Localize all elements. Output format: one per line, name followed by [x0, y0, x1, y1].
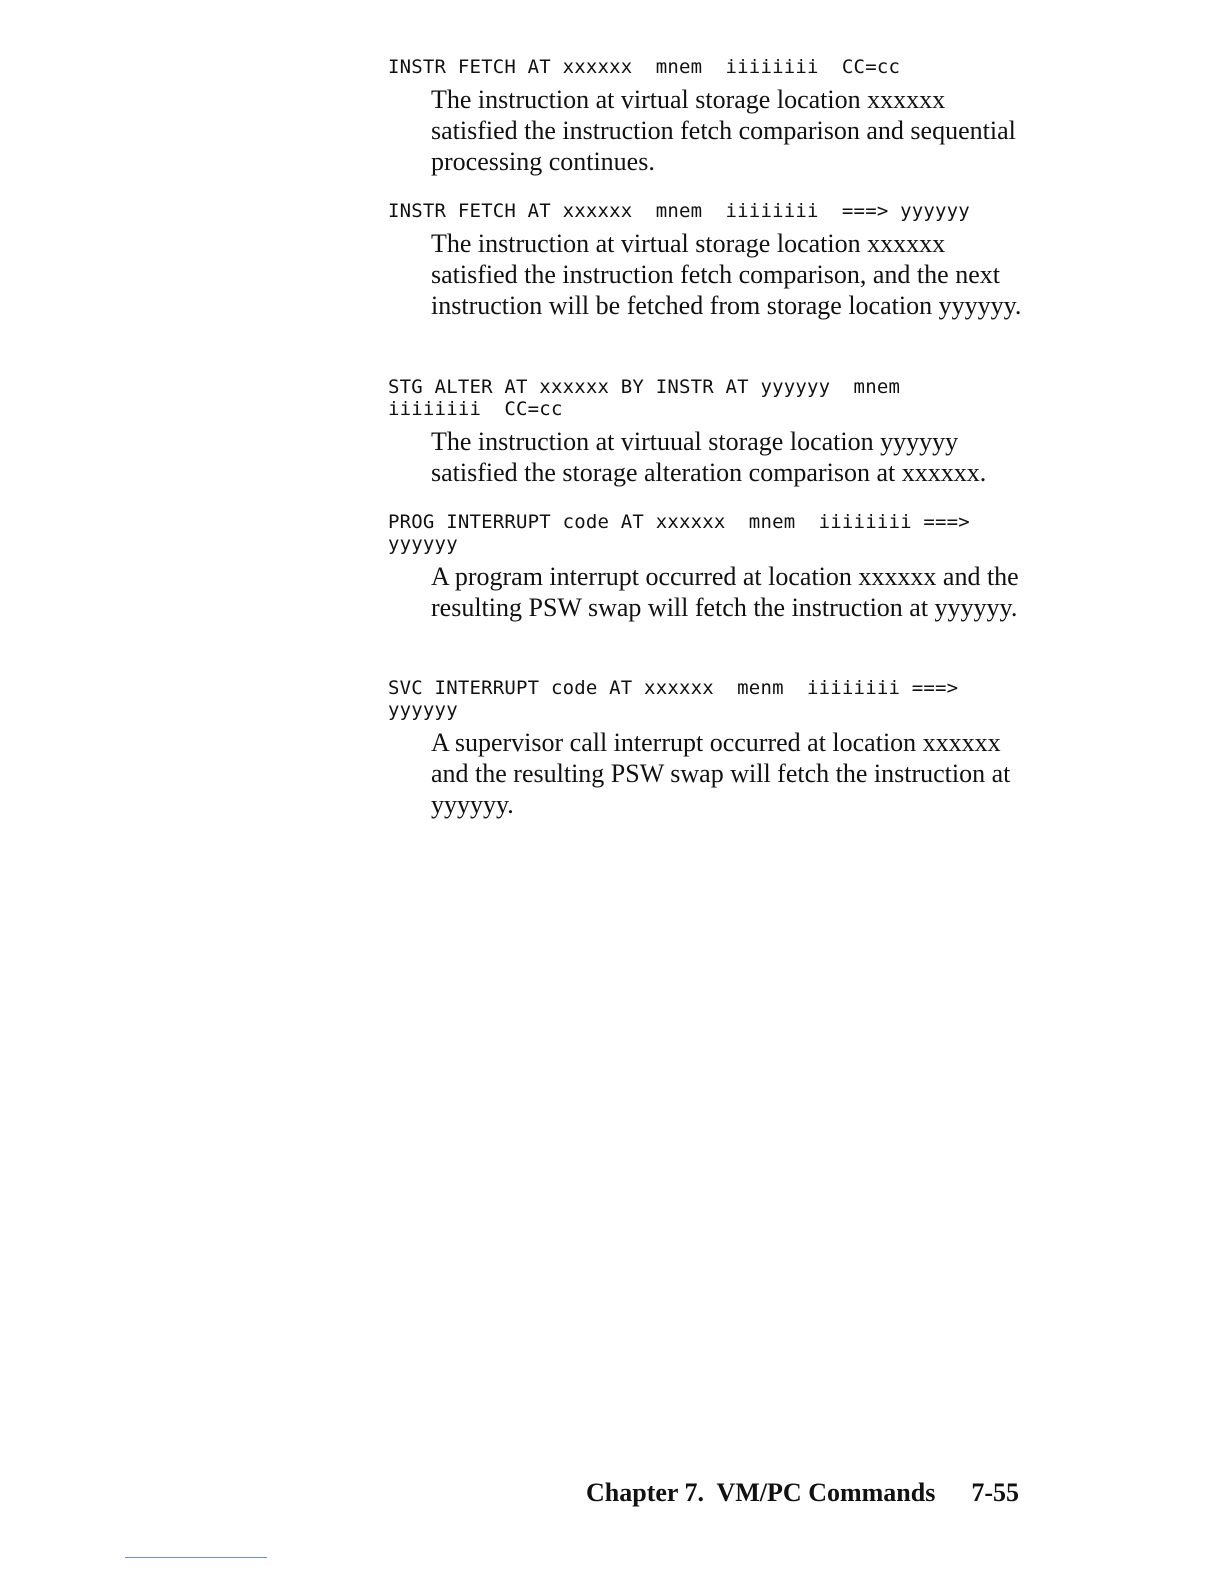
message-text: SVC INTERRUPT code AT xxxxxx menm iiiiiiii ===> yyyyyy [388, 677, 959, 721]
message-description: The instruction at virtual storage location xxxxxx satisfied the instruction fetch comparison and sequential processing continues. [431, 85, 1016, 176]
message-text: PROG INTERRUPT code AT xxxxxx mnem iiiiiiii ===> yyyyyy [388, 511, 970, 555]
page-number: 7-55 [971, 1478, 1019, 1507]
footer-divider [125, 1557, 267, 1558]
message-entry [388, 511, 1028, 623]
message-entry [388, 376, 1028, 488]
message-text: STG ALTER AT xxxxxx BY INSTR AT yyyyyy mnem iiiiiiii CC=cc [388, 376, 901, 420]
message-description: A supervisor call interrupt occurred at location xxxxxx and the resulting PSW swap will fetch the instruction at yyyyyy. [431, 728, 1011, 819]
chapter-title: Chapter 7. VM/PC Commands [586, 1478, 936, 1507]
message-entry [388, 56, 1028, 177]
message-description: The instruction at virtual storage location xxxxxx satisfied the instruction fetch comparison, and the next instruction will be fetched from storage location yyyyyy. [431, 229, 1022, 320]
message-description: A program interrupt occurred at location xxxxxx and the resulting PSW swap will fetch the instruction at yyyyyy. [431, 562, 1019, 622]
message-text: INSTR FETCH AT xxxxxx mnem iiiiiiii ===> yyyyyy [388, 200, 970, 222]
message-entry [388, 200, 1028, 321]
page-footer [586, 1478, 1019, 1508]
message-entry [388, 677, 1028, 820]
message-description: The instruction at virtuual storage location yyyyyy satisfied the storage alteration comparison at xxxxxx. [431, 427, 987, 487]
message-text: INSTR FETCH AT xxxxxx mnem iiiiiiii CC=cc [388, 56, 901, 78]
